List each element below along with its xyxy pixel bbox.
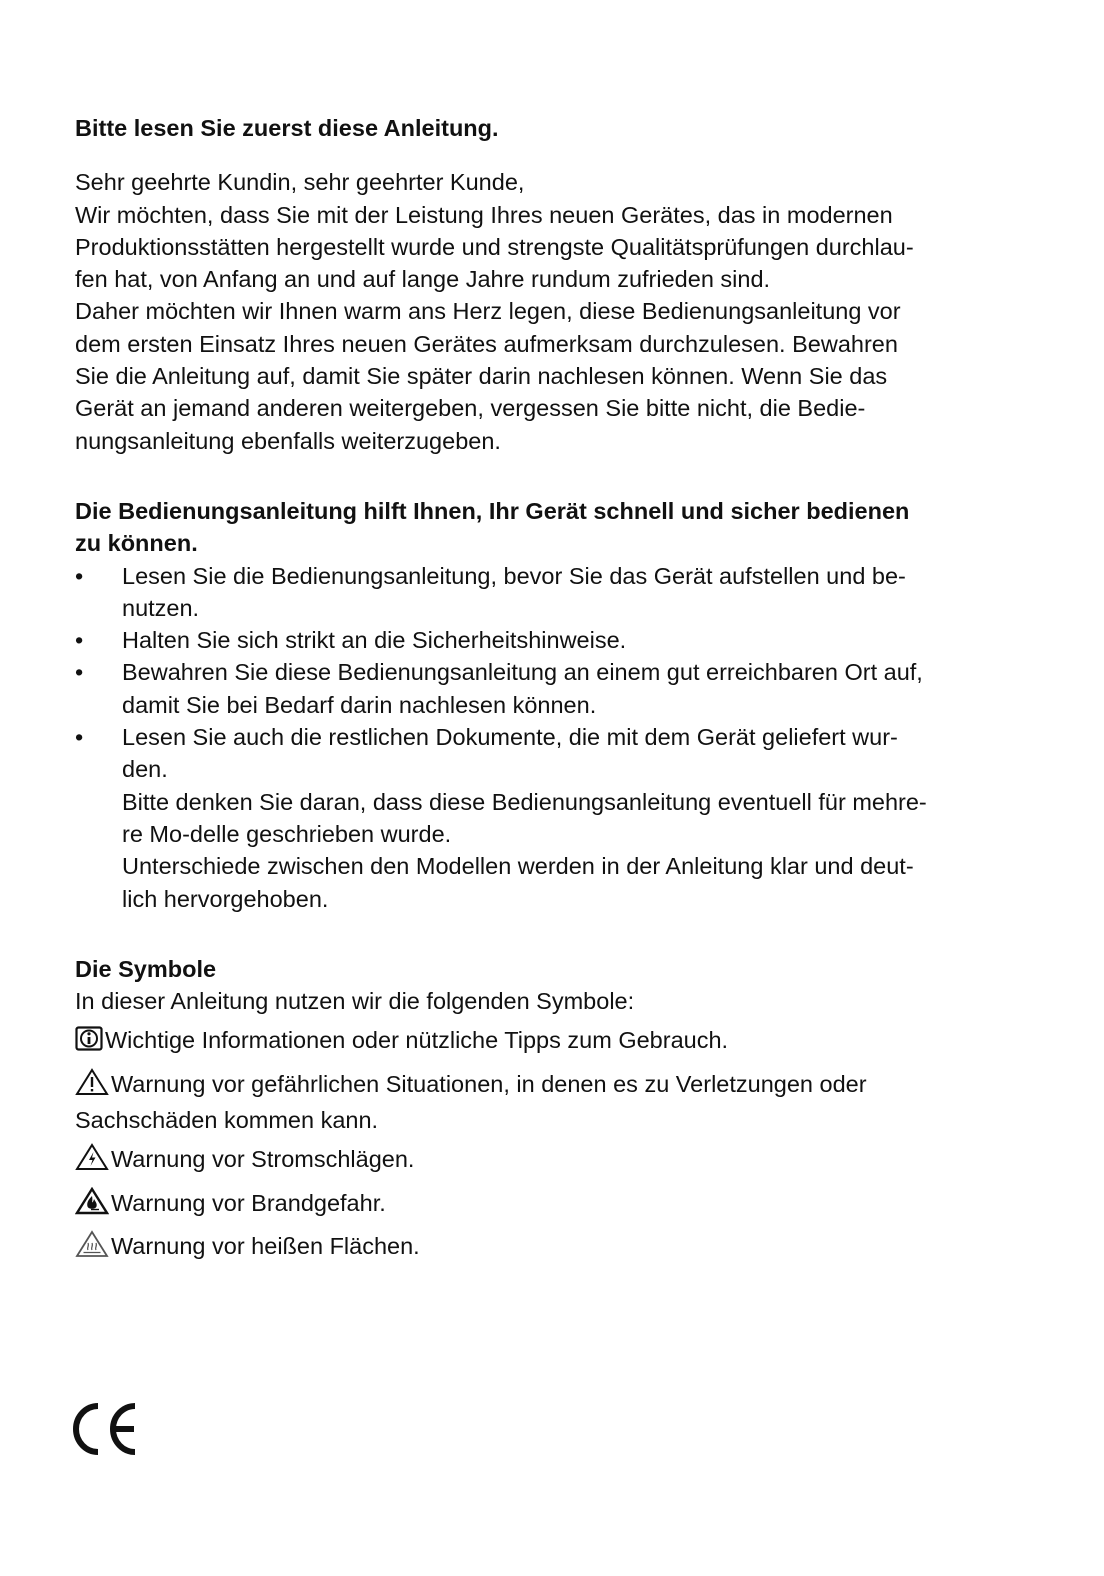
- warning-icon: [75, 1068, 109, 1104]
- intro-line: fen hat, von Anfang an und auf lange Jahre rundum zufrieden sind.: [75, 266, 771, 293]
- symbol-text: Warnung vor heißen Flächen.: [111, 1232, 420, 1259]
- symbol-line: [75, 1187, 1035, 1223]
- symbol-text: Warnung vor gefährlichen Situationen, in denen es zu Verletzungen oder: [111, 1070, 867, 1097]
- symbol-line: [75, 1143, 1035, 1179]
- ce-mark-logo: [72, 1402, 140, 1456]
- list-item: [75, 560, 1035, 625]
- electric-shock-icon: [75, 1143, 109, 1179]
- symbol-text: Wichtige Informationen oder nützliche Tipps zum Gebrauch.: [105, 1027, 729, 1054]
- intro-paragraph: [75, 166, 1035, 457]
- symbol-item-electric: [75, 1143, 1035, 1179]
- symbols-intro: In dieser Anleitung nutzen wir die folgenden Symbole:: [75, 988, 635, 1015]
- symbol-text: Warnung vor Brandgefahr.: [111, 1189, 386, 1216]
- symbol-item-info: [75, 1024, 1035, 1060]
- symbol-line: [75, 1068, 1035, 1104]
- document-page: [75, 112, 1035, 1266]
- intro-heading: Bitte lesen Sie zuerst diese Anleitung.: [75, 115, 499, 141]
- bullet-icon: •: [75, 627, 84, 654]
- hot-surface-icon: [75, 1230, 109, 1266]
- symbol-line: Sachschäden kommen kann.: [75, 1107, 379, 1134]
- list-item: [75, 721, 1035, 915]
- intro-line: Daher möchten wir Ihnen warm ans Herz legen, diese Bedienungsanleitung vor: [75, 298, 901, 325]
- manual-heading-line: zu können.: [75, 530, 198, 557]
- bullet-icon: •: [75, 659, 84, 686]
- list-item-line: lich hervorgehoben.: [122, 885, 329, 912]
- fire-hazard-icon: [75, 1187, 109, 1223]
- list-item: [75, 656, 1035, 721]
- list-item-line: Lesen Sie auch die restlichen Dokumente, die mit dem Gerät geliefert wur-: [122, 724, 898, 751]
- list-item-line: den.: [122, 756, 168, 783]
- manual-heading-line: Die Bedienungsanleitung hilft Ihnen, Ihr Gerät schnell und sicher bedienen: [75, 497, 910, 524]
- intro-line: Wir möchten, dass Sie mit der Leistung Ihres neuen Gerätes, das in modernen: [75, 201, 893, 228]
- list-item-line: Halten Sie sich strikt an die Sicherheitshinweise.: [122, 627, 627, 654]
- symbol-text: Warnung vor Stromschlägen.: [111, 1146, 415, 1173]
- symbol-item-warning: [75, 1068, 1035, 1137]
- list-item: [75, 624, 1035, 656]
- manual-bullet-list: [75, 560, 1035, 915]
- list-item-line: damit Sie bei Bedarf darin nachlesen können.: [122, 691, 597, 718]
- list-item-line: Unterschiede zwischen den Modellen werden in der Anleitung klar und deut-: [122, 853, 914, 880]
- list-item-line: nutzen.: [122, 594, 200, 621]
- list-item-line: Lesen Sie die Bedienungsanleitung, bevor Sie das Gerät aufstellen und be-: [122, 562, 906, 589]
- manual-heading: [75, 495, 1035, 560]
- info-icon: [75, 1026, 103, 1060]
- intro-line: nungsanleitung ebenfalls weiterzugeben.: [75, 427, 501, 454]
- list-item-line: Bewahren Sie diese Bedienungsanleitung an einem gut erreichbaren Ort auf,: [122, 659, 923, 686]
- symbols-heading: Die Symbole: [75, 955, 217, 982]
- symbol-item-hot-surface: [75, 1230, 1035, 1266]
- symbol-line: [75, 1230, 1035, 1266]
- intro-line: Sie die Anleitung auf, damit Sie später darin nachlesen können. Wenn Sie das: [75, 363, 888, 390]
- bullet-icon: •: [75, 724, 84, 751]
- intro-line: Gerät an jemand anderen weitergeben, vergessen Sie bitte nicht, die Bedie-: [75, 395, 866, 422]
- intro-line: Produktionsstätten hergestellt wurde und strengste Qualitätsprüfungen durchlau-: [75, 233, 914, 260]
- symbol-item-fire: [75, 1187, 1035, 1223]
- intro-line: dem ersten Einsatz Ihres neuen Gerätes aufmerksam durchzulesen. Bewahren: [75, 330, 898, 357]
- bullet-icon: •: [75, 562, 84, 589]
- list-item-line: Bitte denken Sie daran, dass diese Bedienungsanleitung eventuell für mehre-: [122, 788, 927, 815]
- intro-line: Sehr geehrte Kundin, sehr geehrter Kunde,: [75, 169, 525, 196]
- symbol-line: [75, 1024, 1035, 1060]
- list-item-line: re Mo-delle geschrieben wurde.: [122, 820, 452, 847]
